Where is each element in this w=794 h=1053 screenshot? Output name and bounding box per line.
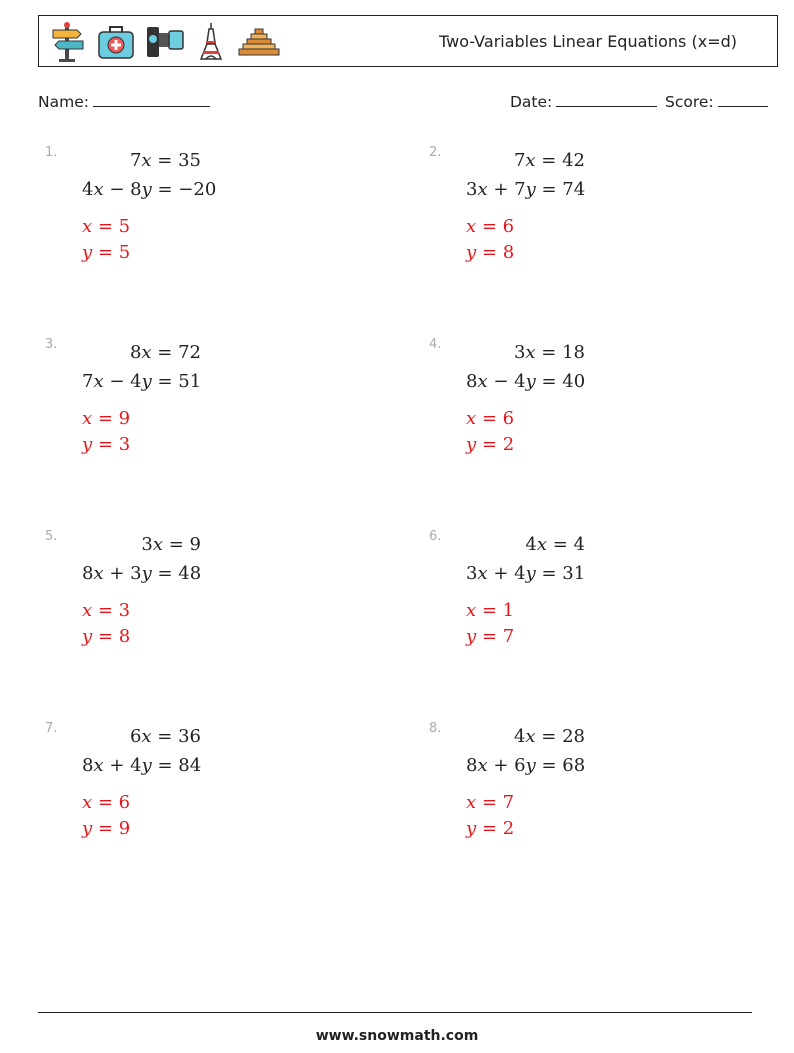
- problem-6: [429, 529, 729, 679]
- problem-7: [45, 721, 345, 871]
- problem-8: [429, 721, 729, 871]
- header-icons: [47, 21, 281, 63]
- footer-divider: [38, 1012, 752, 1013]
- problem-number: 3.: [45, 337, 58, 352]
- worksheet-header: [38, 15, 778, 67]
- equation-1: 8x = 72: [129, 342, 201, 363]
- answer-x: x = 7: [466, 792, 515, 813]
- answer-y: y = 8: [466, 242, 515, 263]
- equation-1: 7x = 42: [513, 150, 585, 171]
- equation-2: 8x − 4y = 40: [466, 371, 586, 392]
- equation-1: 3x = 18: [513, 342, 585, 363]
- answer-x: x = 6: [466, 408, 515, 429]
- score-field: [665, 92, 768, 111]
- problem-number: 6.: [429, 529, 442, 544]
- answer-y: y = 5: [82, 242, 131, 263]
- equation-1: 4x = 28: [513, 726, 585, 747]
- date-field: [510, 92, 657, 111]
- date-label: Date:: [510, 93, 553, 111]
- problem-number: 2.: [429, 145, 442, 160]
- equation-2: 8x + 6y = 68: [466, 755, 586, 776]
- problem-number: 4.: [429, 337, 442, 352]
- answer-x: x = 3: [82, 600, 131, 621]
- problem-1: [45, 145, 345, 295]
- answer-y: y = 9: [82, 818, 131, 839]
- equation-1: 4x = 4: [525, 534, 585, 555]
- problem-number: 5.: [45, 529, 58, 544]
- score-blank[interactable]: [718, 92, 768, 107]
- worksheet-title: Two-Variables Linear Equations (x=d): [439, 32, 737, 51]
- answer-y: y = 7: [466, 626, 515, 647]
- name-blank[interactable]: [93, 92, 210, 107]
- equation-2: 8x + 3y = 48: [82, 563, 202, 584]
- score-label: Score:: [665, 93, 714, 111]
- problem-number: 1.: [45, 145, 58, 160]
- equation-2: 3x + 7y = 74: [466, 179, 586, 200]
- name-label: Name:: [38, 93, 89, 111]
- problem-number: 8.: [429, 721, 442, 736]
- answer-x: x = 6: [82, 792, 131, 813]
- problem-3: [45, 337, 345, 487]
- first-aid-kit-icon: [97, 21, 135, 63]
- problem-number: 7.: [45, 721, 58, 736]
- footer-url: www.snowmath.com: [315, 1028, 479, 1044]
- equation-2: 3x + 4y = 31: [466, 563, 586, 584]
- equation-1: 7x = 35: [129, 150, 201, 171]
- answer-y: y = 3: [82, 434, 131, 455]
- problem-2: [429, 145, 729, 295]
- answer-x: x = 1: [466, 600, 515, 621]
- pyramid-icon: [237, 21, 281, 63]
- eiffel-tower-icon: [195, 21, 227, 63]
- answer-x: x = 6: [466, 216, 515, 237]
- equation-2: 7x − 4y = 51: [82, 371, 202, 392]
- problem-5: [45, 529, 345, 679]
- answer-y: y = 2: [466, 818, 515, 839]
- equation-2: 4x − 8y = −20: [82, 179, 217, 200]
- camcorder-icon: [145, 21, 185, 63]
- answer-x: x = 9: [82, 408, 131, 429]
- name-field: [38, 92, 210, 111]
- equation-1: 6x = 36: [129, 726, 201, 747]
- problem-4: [429, 337, 729, 487]
- answer-x: x = 5: [82, 216, 131, 237]
- equation-2: 8x + 4y = 84: [82, 755, 202, 776]
- answer-y: y = 2: [466, 434, 515, 455]
- signpost-icon: [47, 21, 87, 63]
- equation-1: 3x = 9: [141, 534, 201, 555]
- date-blank[interactable]: [556, 92, 657, 107]
- answer-y: y = 8: [82, 626, 131, 647]
